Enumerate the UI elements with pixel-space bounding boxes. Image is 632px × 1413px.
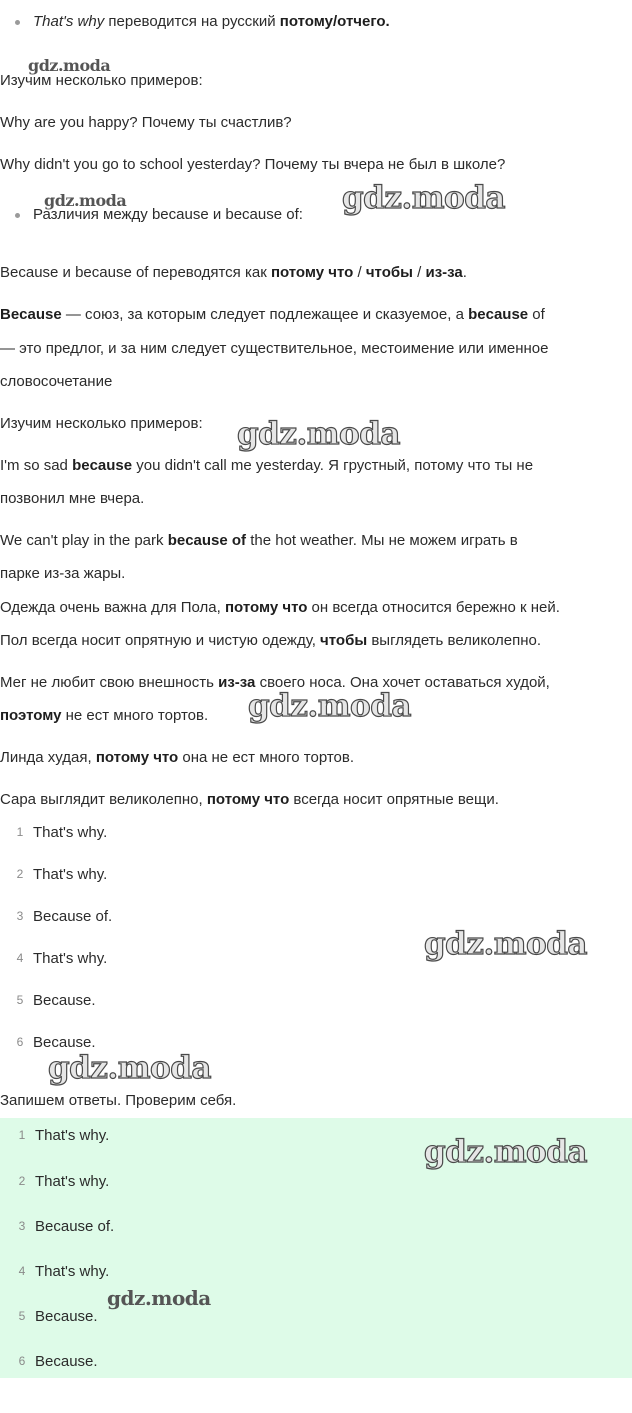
text: of [528,306,545,323]
definition-line-2: — это предлог, и за ним следует существительное, местоимение или именное [0,340,549,357]
task-line-4 [0,706,208,726]
watermark: gdz.moda [342,180,505,216]
watermark: gdz.moda [248,688,411,724]
list-item: Because of. [33,908,113,925]
answer-item: That's why. [35,1173,110,1190]
text: Сара выглядит великолепно, [0,791,207,808]
list-item: That's why. [33,866,108,883]
list-number: 3 [18,1219,26,1233]
intro-italic: That's why [33,13,105,30]
text: он всегда относится бережно к ней. [307,599,560,616]
list-item: That's why. [33,950,108,967]
definition-line-1 [0,305,545,325]
text: выглядеть великолепно. [367,632,542,649]
list-number: 2 [16,867,24,881]
text: Because и because of переводятся как [0,264,271,281]
answer-item: That's why. [35,1263,110,1280]
task-line-1 [0,598,560,618]
answers-heading: Запишем ответы. Проверим себя. [0,1092,237,1109]
bold-text: из-за [218,674,256,691]
sentence-2-line-2: парке из-за жары. [0,565,126,582]
sentence-1-line-1 [0,456,533,476]
text: you didn't call me yesterday. Я грустный, потому что ты не [132,457,534,474]
text: не ест много тортов. [61,707,209,724]
text: Пол всегда носит опрятную и чистую одежду, [0,632,321,649]
bold-text: чтобы [320,632,368,649]
list-number: 1 [16,825,24,839]
bold-text: because of [167,532,247,549]
task-line-6 [0,790,499,810]
intro-text: переводится на русский [104,13,280,30]
bold-text: потому что [206,791,290,808]
list-number: 6 [16,1035,24,1049]
bold-text: потому что [225,599,308,616]
list-number: 3 [16,909,24,923]
bold-text: because [468,306,529,323]
bold-text: чтобы [365,264,413,281]
bold-text: потому что [95,749,179,766]
example-line-2: Why didn't you go to school yesterday? Почему ты вчера не был в школе? [0,156,506,173]
list-number: 5 [16,993,24,1007]
watermark: gdz.moda [28,56,111,75]
watermark: gdz.moda [107,1286,211,1310]
text: — союз, за которым следует подлежащее и сказуемое, а [61,306,469,323]
text: Мег не любит свою внешность [0,674,219,691]
difference-bullet: Различия между because и because of: [33,206,303,223]
text: / [412,264,426,281]
watermark: gdz.moda [237,416,400,452]
text: / [353,264,366,281]
watermark: gdz.moda [424,926,587,962]
bold-text: поэтому [0,707,62,724]
definition-line-3: словосочетание [0,373,113,390]
watermark: gdz.moda [424,1134,587,1170]
sentence-2-line-1 [0,531,518,551]
list-number: 5 [18,1309,26,1323]
text: the hot weather. Мы не можем играть в [246,532,518,549]
text: Одежда очень важна для Пола, [0,599,225,616]
text: Линда худая, [0,749,96,766]
list-item: That's why. [33,824,108,841]
text: своего носа. Она хочет оставаться худой, [255,674,550,691]
watermark: gdz.moda [44,191,127,210]
examples-heading-1: Изучим несколько примеров: [0,72,203,89]
answer-item: Because. [35,1353,98,1370]
bold-text: потому что [270,264,354,281]
example-line-1: Why are you happy? Почему ты счастлив? [0,114,292,131]
bold-text: Because [0,306,62,323]
answer-item: Because. [35,1308,98,1325]
bullet-dot [15,213,20,218]
bold-text: because [72,457,133,474]
answers-box [0,1118,632,1378]
list-number: 1 [18,1128,26,1142]
list-number: 4 [18,1264,26,1278]
list-item: Because. [33,1034,96,1051]
examples-heading-2: Изучим несколько примеров: [0,415,203,432]
list-number: 2 [18,1174,26,1188]
bold-text: из-за [425,264,463,281]
text: всегда носит опрятные вещи. [289,791,499,808]
task-line-5 [0,748,354,768]
text: I'm so sad [0,457,73,474]
intro-bold: потому/отчего. [279,13,390,30]
list-number: 6 [18,1354,26,1368]
answer-item: Because of. [35,1218,115,1235]
text: . [462,264,467,281]
task-line-2 [0,631,541,651]
text: We can't play in the park [0,532,168,549]
answer-item: That's why. [35,1127,110,1144]
list-number: 4 [16,951,24,965]
list-item: Because. [33,992,96,1009]
translation-line [0,263,467,283]
text: она не ест много тортов. [178,749,355,766]
sentence-1-line-2: позвонил мне вчера. [0,490,145,507]
intro-line [33,12,390,32]
bullet-dot [15,20,20,25]
watermark: gdz.moda [48,1050,211,1086]
